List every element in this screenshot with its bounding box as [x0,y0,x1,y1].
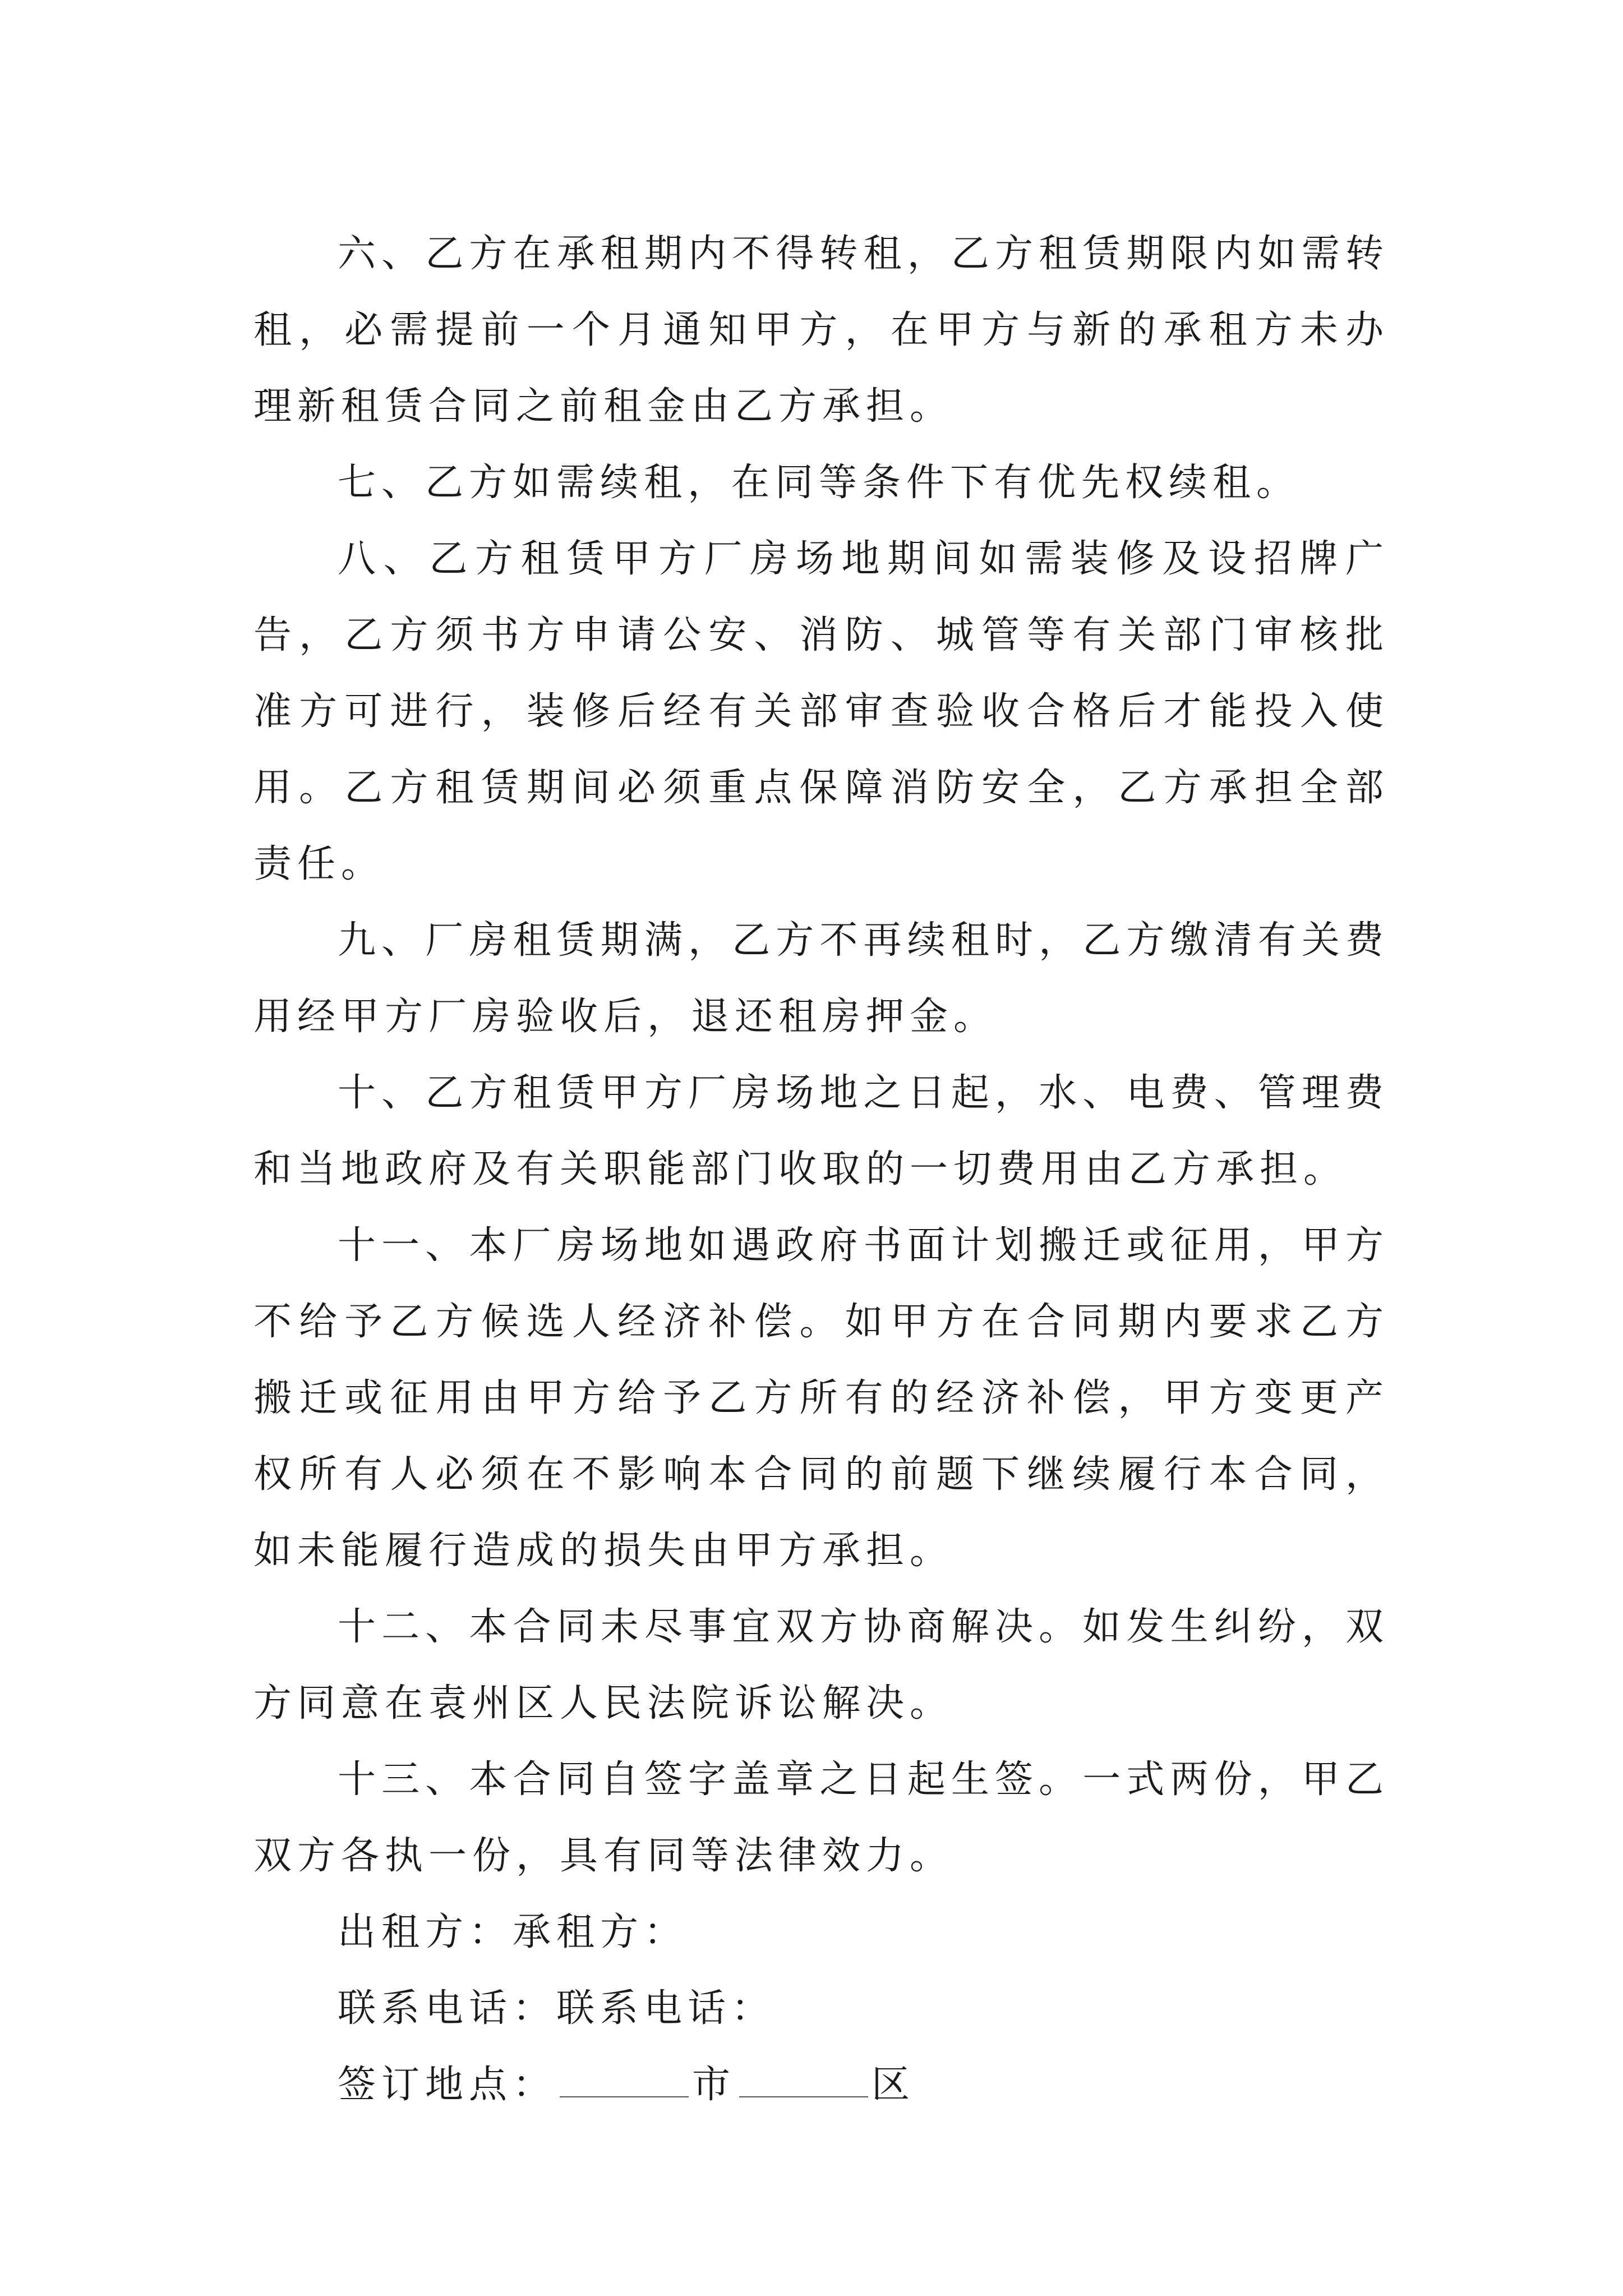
signature-parties-line: 出租方：承租方： [338,1910,688,1954]
district-blank [739,2063,868,2097]
city-blank [560,2063,689,2097]
city-suffix: 市 [692,2063,736,2107]
clause-8: 八、乙方租赁甲方厂房场地期间如需装修及设招牌广告，乙方须书方申请公安、消防、城管等有关部门审核批准方可进行，装修后经有关部审查验收合格后才能投入使用。乙方租赁期间必须重点保障消防安全，乙方承担全部责任。 [253,537,1389,886]
contract-body [253,216,1389,2123]
district-suffix: 区 [872,2063,916,2107]
clause-12: 十二、本合同未尽事宜双方协商解决。如发生纠纷，双方同意在袁州区人民法院诉讼解决。 [253,1605,1389,1726]
signing-place-label: 签订地点： [338,2063,557,2107]
signature-phone-line: 联系电话：联系电话： [338,1986,776,2031]
clause-7: 七、乙方如需续租，在同等条件下有优先权续租。 [338,461,1301,505]
clause-11: 十一、本厂房场地如遇政府书面计划搬迁或征用，甲方不给予乙方候选人经济补偿。如甲方在合同期内要求乙方搬迁或征用由甲方给予乙方所有的经济补偿，甲方变更产权所有人必须在不影响本合同的前题下继续履行本合同，如未能履行造成的损失由甲方承担。 [253,1223,1389,1573]
clause-13: 十三、本合同自签字盖章之日起生签。一式两份，甲乙双方各执一份，具有同等法律效力。 [253,1757,1389,1878]
clause-9: 九、厂房租赁期满，乙方不再续租时，乙方缴清有关费用经甲方厂房验收后，退还租房押金。 [253,918,1389,1039]
clause-6: 六、乙方在承租期内不得转租，乙方租赁期限内如需转租，必需提前一个月通知甲方，在甲方与新的承租方未办理新租赁合同之前租金由乙方承担。 [253,232,1389,429]
signing-place-line [253,2047,1389,2123]
clause-10: 十、乙方租赁甲方厂房场地之日起，水、电费、管理费和当地政府及有关职能部门收取的一切费用由乙方承担。 [253,1071,1389,1191]
